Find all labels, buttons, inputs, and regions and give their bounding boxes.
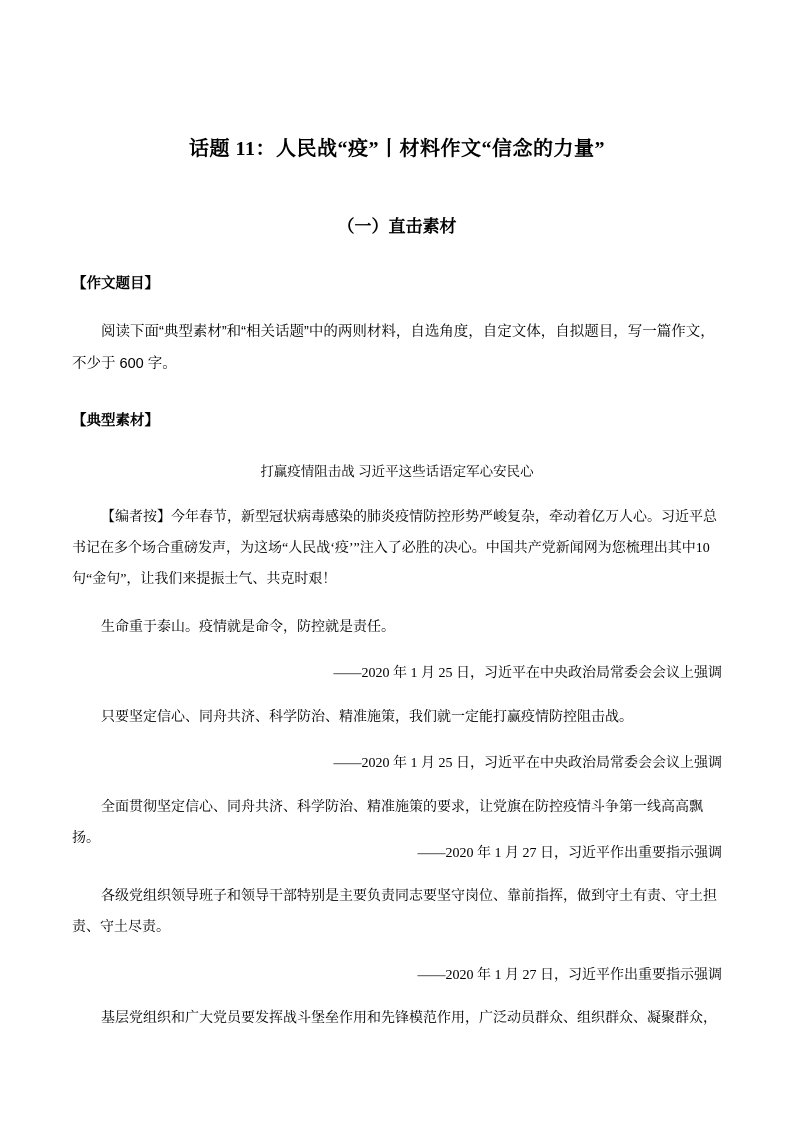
quote-text: 基层党组织和广大党员要发挥战斗堡垒作用和先锋模范作用，广泛动员群众、组织群众、凝聚群众， [101,1011,717,1026]
quote-source: ——2020 年 1 月 25 日，习近平在中央政治局常委会会议上强调 [333,666,722,681]
prompt-paragraph: 阅读下面“典型素材”和“相关话题”中的两则材料，自选角度，自定文体，自拟题目，写一篇作文，不少于 600 字。 [72,324,715,372]
quote-text: 各级党组织领导班子和领导干部特别是主要负责同志要坚守岗位、靠前指挥，做到守土有责、守土担责、守土尽责。 [72,889,717,935]
quote-source: ——2020 年 1 月 27 日，习近平作出重要指示强调 [417,968,722,983]
page-subtitle: （一）直击素材 [337,217,457,236]
section-heading-prompt: 【作文题目】 [72,276,159,292]
article-title: 打赢疫情阻击战 习近平这些话语定军心安民心 [260,464,534,479]
editor-note-paragraph: 【编者按】今年春节，新型冠状病毒感染的肺炎疫情防控形势严峻复杂，牵动着亿万人心。习近平总书记在多个场合重磅发声，为这场“人民战‘疫’”注入了必胜的决心。中国共产党新闻网为您梳理出其中10 句“金句”，让我们来提振士气、共克时艰！ [72,510,717,587]
quote-text: 生命重于泰山。疫情就是命令，防控就是责任。 [101,620,395,635]
section-heading-material: 【典型素材】 [72,413,159,429]
quote-text: 只要坚定信心、同舟共济、科学防治、精准施策，我们就一定能打赢疫情防控阻击战。 [101,710,633,725]
quote-source: ——2020 年 1 月 25 日，习近平在中央政治局常委会会议上强调 [333,756,722,771]
quote-text: 全面贯彻坚定信心、同舟共济、科学防治、精准施策的要求，让党旗在防控疫情斗争第一线高高飘扬。 [72,800,703,846]
page-title: 话题 11：人民战“疫”丨材料作文“信念的力量” [189,138,605,160]
quote-source: ——2020 年 1 月 27 日，习近平作出重要指示强调 [417,846,722,861]
